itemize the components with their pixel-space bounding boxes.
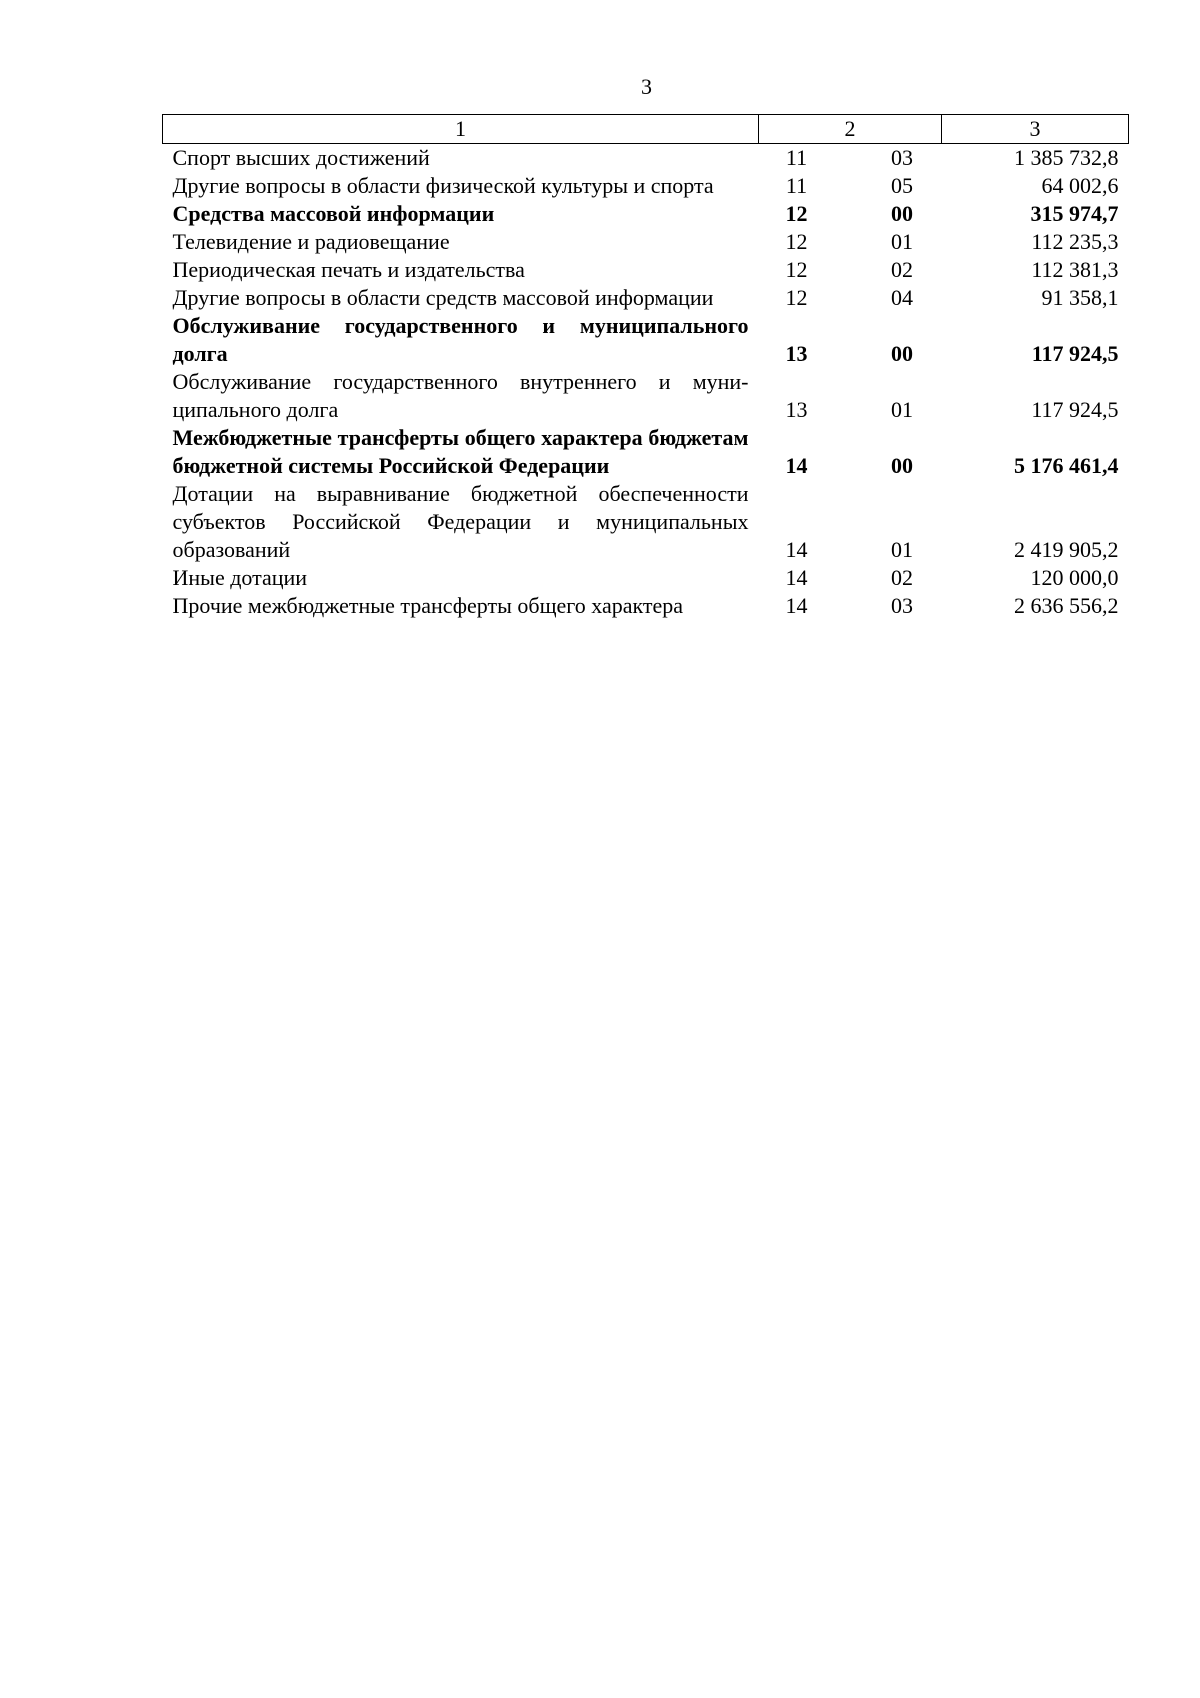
row-section-cell: 12 bbox=[785, 229, 808, 254]
row-subsection-cell: 00 bbox=[891, 201, 913, 226]
header-col-1: 1 bbox=[163, 115, 759, 144]
row-name-cell: Иные дотации bbox=[172, 565, 308, 590]
table-row bbox=[163, 424, 1129, 480]
row-subsection-cell: 03 bbox=[891, 145, 913, 170]
header-col-2: 2 bbox=[759, 115, 942, 144]
row-amount-cell: 120 000,0 bbox=[1030, 565, 1119, 590]
table-row bbox=[163, 564, 1129, 592]
row-amount-cell: 91 358,1 bbox=[1041, 285, 1119, 310]
row-amount-cell: 112 235,3 bbox=[1031, 229, 1119, 254]
row-amount-cell: 2 419 905,2 bbox=[1014, 537, 1119, 562]
row-subsection-cell: 01 bbox=[891, 397, 913, 422]
row-subsection-cell: 04 bbox=[891, 285, 913, 310]
table-row bbox=[163, 256, 1129, 284]
header-row bbox=[163, 115, 1129, 144]
row-subsection-cell: 03 bbox=[891, 593, 913, 618]
row-name-cell: Обслуживание государственного внутреннего и муниципального долга bbox=[172, 369, 749, 422]
row-name-cell: Другие вопросы в области физической культуры и спорта bbox=[172, 173, 714, 198]
row-name-cell: Обслуживание государственного и муниципального долга bbox=[172, 313, 749, 366]
row-amount-cell: 64 002,6 bbox=[1041, 173, 1119, 198]
row-amount-cell: 315 974,7 bbox=[1030, 201, 1119, 226]
row-name-cell: Средства массовой информации bbox=[172, 201, 495, 226]
row-section-cell: 12 bbox=[785, 257, 808, 282]
table-row bbox=[163, 480, 1129, 564]
row-section-cell: 14 bbox=[785, 565, 808, 590]
row-subsection-cell: 01 bbox=[891, 229, 913, 254]
row-amount-cell: 5 176 461,4 bbox=[1014, 453, 1119, 478]
row-amount-cell: 117 924,5 bbox=[1031, 341, 1119, 366]
row-subsection-cell: 02 bbox=[891, 565, 913, 590]
row-section-cell: 14 bbox=[785, 593, 808, 618]
row-name-cell: Другие вопросы в области средств массовой информации bbox=[172, 285, 714, 310]
row-amount-cell: 2 636 556,2 bbox=[1014, 593, 1119, 618]
page-number: 3 bbox=[641, 74, 652, 99]
row-amount-cell: 112 381,3 bbox=[1031, 257, 1119, 282]
row-name-cell: Межбюджетные трансферты общего характера бюджетам бюджетной системы Российской Федерации bbox=[172, 425, 749, 478]
row-section-cell: 11 bbox=[785, 145, 808, 170]
budget-table bbox=[162, 114, 1129, 620]
row-subsection-cell: 02 bbox=[891, 257, 913, 282]
row-subsection-cell: 05 bbox=[891, 173, 913, 198]
table-row bbox=[163, 144, 1129, 173]
table-body bbox=[163, 144, 1129, 621]
table-row bbox=[163, 200, 1129, 228]
table-header bbox=[163, 115, 1129, 144]
row-section-cell: 14 bbox=[785, 453, 808, 478]
row-section-cell: 11 bbox=[785, 173, 808, 198]
row-name-cell: Спорт высших достижений bbox=[172, 145, 430, 170]
row-subsection-cell: 00 bbox=[891, 341, 913, 366]
table-row bbox=[163, 172, 1129, 200]
row-subsection-cell: 00 bbox=[891, 453, 913, 478]
table-row bbox=[163, 284, 1129, 312]
row-subsection-cell: 01 bbox=[891, 537, 913, 562]
row-amount-cell: 117 924,5 bbox=[1031, 397, 1119, 422]
header-col-3: 3 bbox=[942, 115, 1129, 144]
row-name-cell: Прочие межбюджетные трансферты общего характера bbox=[172, 593, 684, 618]
row-name-cell: Периодическая печать и издательства bbox=[172, 257, 525, 282]
row-section-cell: 14 bbox=[785, 537, 808, 562]
row-amount-cell: 1 385 732,8 bbox=[1014, 145, 1119, 170]
row-name-cell: Телевидение и радиовещание bbox=[172, 229, 450, 254]
table-row bbox=[163, 368, 1129, 424]
row-section-cell: 12 bbox=[785, 201, 808, 226]
row-section-cell: 13 bbox=[785, 397, 808, 422]
row-name-cell: Дотации на выравнивание бюджетной обеспеченности субъектов Российской Федерации и муниципальных образований bbox=[172, 481, 749, 562]
table-row bbox=[163, 228, 1129, 256]
table-row bbox=[163, 592, 1129, 620]
row-section-cell: 12 bbox=[785, 285, 808, 310]
table-row bbox=[163, 312, 1129, 368]
row-section-cell: 13 bbox=[785, 341, 808, 366]
